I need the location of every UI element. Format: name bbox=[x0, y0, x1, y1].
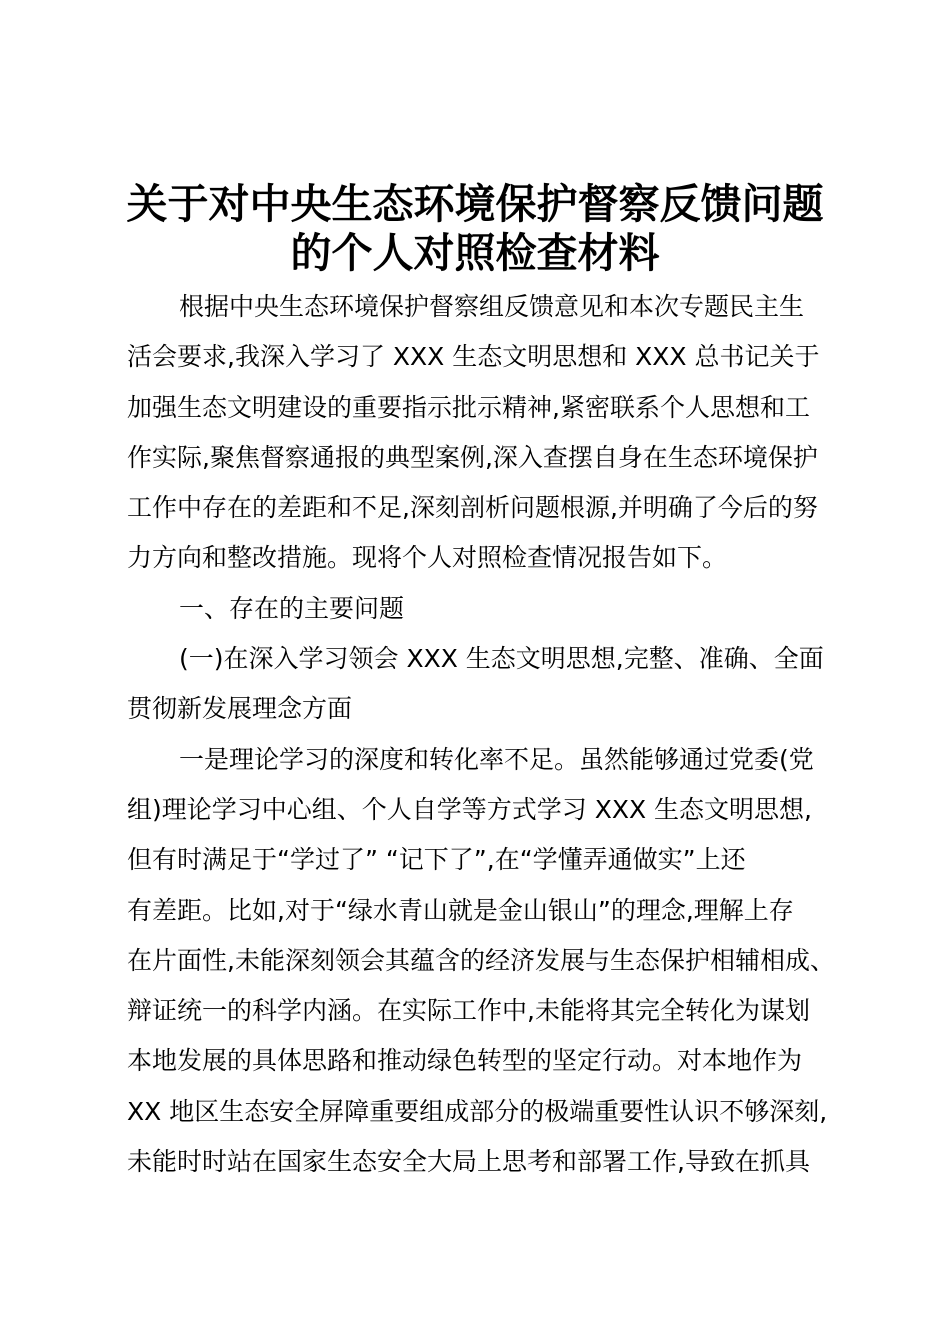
paragraph-point-one-line: 但有时满足于“学过了” “记下了”,在“学懂弄通做实”上还 bbox=[127, 845, 746, 875]
paragraph-point-one-line: 未能时时站在国家生态安全大局上思考和部署工作,导致在抓具 bbox=[127, 1147, 810, 1177]
subsection-heading-line: 贯彻新发展理念方面 bbox=[127, 694, 353, 724]
paragraph-point-one-line: 本地发展的具体思路和推动绿色转型的坚定行动。对本地作为 bbox=[127, 1046, 803, 1076]
paragraph-intro-line: 作实际,聚焦督察通报的典型案例,深入查摆自身在生态环境保护 bbox=[127, 442, 818, 472]
paragraph-point-one-line: 有差距。比如,对于“绿水青山就是金山银山”的理念,理解上存 bbox=[127, 895, 794, 925]
paragraph-point-one-line: 在片面性,未能深刻领会其蕴含的经济发展与生态保护相辅相成、 bbox=[127, 945, 835, 975]
paragraph-point-one-line: 辩证统一的科学内涵。在实际工作中,未能将其完全转化为谋划 bbox=[127, 996, 810, 1026]
paragraph-point-one-line: XX 地区生态安全屏障重要组成部分的极端重要性认识不够深刻, bbox=[127, 1096, 828, 1126]
title-line-2: 的个人对照检查材料 bbox=[290, 229, 660, 277]
subsection-heading-line: (一)在深入学习领会 XXX 生态文明思想,完整、准确、全面 bbox=[179, 644, 824, 674]
paragraph-point-one-line: 组)理论学习中心组、个人自学等方式学习 XXX 生态文明思想, bbox=[127, 794, 812, 824]
title-line-1: 关于对中央生态环境保护督察反馈问题 bbox=[126, 180, 824, 228]
paragraph-intro-line: 活会要求,我深入学习了 XXX 生态文明思想和 XXX 总书记关于 bbox=[127, 342, 820, 372]
section-heading: 一、存在的主要问题 bbox=[179, 593, 405, 623]
paragraph-point-one-line: 一是理论学习的深度和转化率不足。虽然能够通过党委(党 bbox=[179, 744, 814, 774]
paragraph-intro-line: 工作中存在的差距和不足,深刻剖析问题根源,并明确了今后的努 bbox=[127, 493, 818, 523]
paragraph-intro-line: 加强生态文明建设的重要指示批示精神,紧密联系个人思想和工 bbox=[127, 392, 810, 422]
paragraph-intro-line: 力方向和整改措施。现将个人对照检查情况报告如下。 bbox=[127, 543, 728, 573]
document-title bbox=[100, 180, 850, 278]
document-body bbox=[127, 282, 837, 1187]
paragraph-intro-line: 根据中央生态环境保护督察组反馈意见和本次专题民主生 bbox=[179, 292, 805, 321]
